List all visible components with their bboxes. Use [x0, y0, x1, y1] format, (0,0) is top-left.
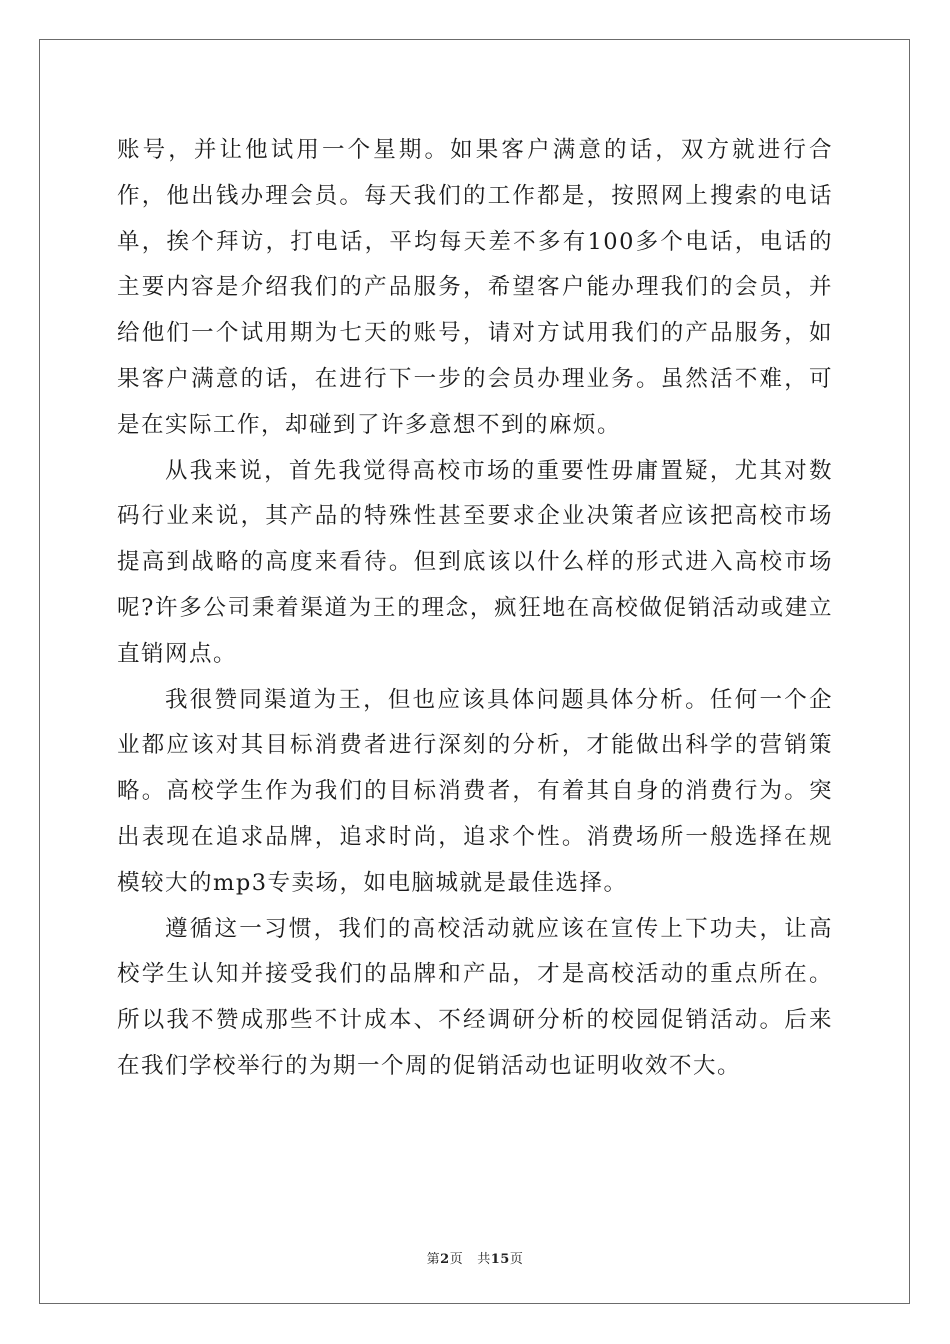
paragraph: 遵循这一习惯，我们的高校活动就应该在宣传上下功夫，让高校学生认知并接受我们的品牌和产品，才是高校活动的重点所在。所以我不赞成那些不计成本、不经调研分析的校园促销活动。后来在我们学校举行的为期一个周的促销活动也证明收效不大。 [117, 915, 833, 1079]
total-suffix: 页 [509, 1252, 524, 1267]
page-suffix: 页 [449, 1252, 464, 1267]
page-prefix: 第 [426, 1252, 441, 1267]
paragraph: 我很赞同渠道为王，但也应该具体问题具体分析。任何一个企业都应该对其目标消费者进行深刻的分析，才能做出科学的营销策略。高校学生作为我们的目标消费者，有着其自身的消费行为。突出表现在追求品牌，追求时尚，追求个性。消费场所一般选择在规模较大的mp3专卖场，如电脑城就是最佳选择。 [117, 686, 833, 896]
document-body [117, 128, 833, 1090]
total-pages: 15 [490, 1252, 510, 1267]
paragraph-continued: 账号，并让他试用一个星期。如果客户满意的话，双方就进行合作，他出钱办理会员。每天我们的工作都是，按照网上搜索的电话单，挨个拜访，打电话，平均每天差不多有100多个电话，电话的主要内容是介绍我们的产品服务，希望客户能办理我们的会员，并给他们一个试用期为七天的账号，请对方试用我们的产品服务，如果客户满意的话，在进行下一步的会员办理业务。虽然活不难，可是在实际工作，却碰到了许多意想不到的麻烦。 [117, 137, 833, 438]
paragraph: 从我来说，首先我觉得高校市场的重要性毋庸置疑，尤其对数码行业来说，其产品的特殊性甚至要求企业决策者应该把高校市场提高到战略的高度来看待。但到底该以什么样的形式进入高校市场呢?许多公司秉着渠道为王的理念，疯狂地在高校做促销活动或建立直销网点。 [117, 457, 833, 667]
page-footer [0, 1248, 950, 1267]
page-number: 2 [440, 1252, 450, 1267]
total-prefix: 共 [477, 1252, 491, 1267]
